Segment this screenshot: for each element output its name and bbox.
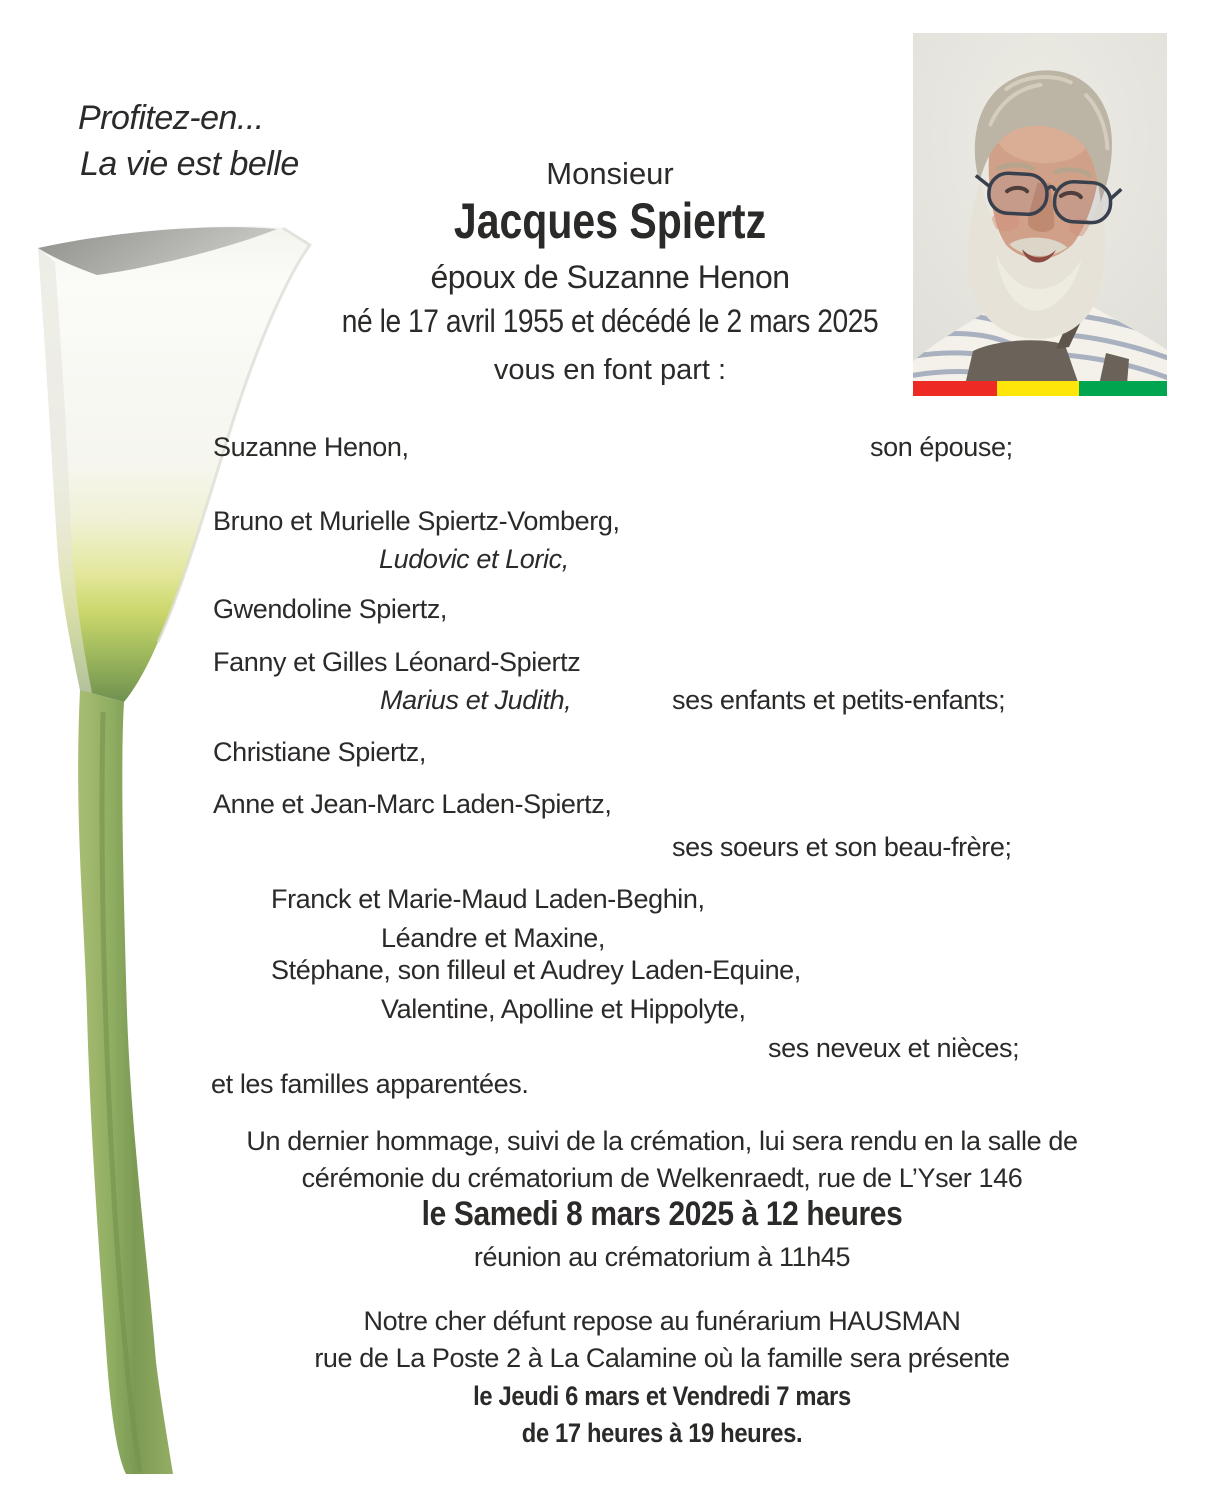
child3-children: Marius et Judith, [380, 685, 572, 715]
repose-days-line: le Jeudi 6 mars et Vendredi 7 mars [473, 1381, 851, 1411]
sister1-name: Christiane Spiertz, [213, 737, 426, 767]
spouse-line: époux de Suzanne Henon [430, 259, 790, 295]
portrait-illustration [913, 33, 1167, 381]
ceremony-date-line: le Samedi 8 mars 2025 à 12 heures [421, 1195, 903, 1233]
nephews-relation-label: ses neveux et nièces; [768, 1033, 1020, 1063]
sister2-name: Anne et Jean-Marc Laden-Spiertz, [213, 789, 612, 819]
repose-line-1: Notre cher défunt repose au funérarium HAUSMAN [363, 1306, 961, 1336]
ceremony-meeting-line: réunion au crématorium à 11h45 [473, 1242, 851, 1272]
child3-name: Fanny et Gilles Léonard-Spiertz [213, 647, 581, 677]
repose-line-2: rue de La Poste 2 à La Calamine où la famille sera présente [314, 1343, 1010, 1373]
portrait-photo [913, 33, 1167, 396]
calla-lily-image [0, 212, 320, 1482]
title-salutation: Monsieur [546, 156, 674, 191]
child2-name: Gwendoline Spiertz, [213, 594, 448, 624]
repose-hours-line: de 17 heures à 19 heures. [521, 1418, 803, 1448]
child1-children: Ludovic et Loric, [379, 544, 569, 574]
motto-line-2: La vie est belle [80, 145, 299, 183]
nephew1-name: Franck et Marie-Maud Laden-Beghin, [271, 884, 705, 914]
nephew2-name: Stéphane, son filleul et Audrey Laden-Equine, [271, 955, 801, 985]
children-relation-label: ses enfants et petits-enfants; [672, 685, 1006, 715]
ceremony-line-1: Un dernier hommage, suivi de la crémation, lui sera rendu en la salle de [246, 1126, 1078, 1156]
motto-line-1: Profitez-en... [78, 99, 264, 137]
nephew2-children: Valentine, Apolline et Hippolyte, [381, 994, 746, 1024]
nephew1-children: Léandre et Maxine, [381, 923, 605, 953]
flag-stripe-yellow [997, 381, 1079, 396]
child1-name: Bruno et Murielle Spiertz-Vomberg, [213, 506, 620, 536]
related-families-line: et les familles apparentées. [211, 1069, 529, 1099]
sisters-relation-label: ses soeurs et son beau-frère; [672, 832, 1012, 862]
announcement-line: vous en font part : [493, 354, 727, 386]
wife-name: Suzanne Henon, [213, 432, 409, 462]
birth-death-line: né le 17 avril 1955 et décédé le 2 mars 2025 [341, 303, 879, 339]
flag-stripe-green [1079, 381, 1167, 396]
ceremony-line-2: cérémonie du crématorium de Welkenraedt, rue de L’Yser 146 [301, 1163, 1023, 1193]
deceased-name: Jacques Spiertz [453, 193, 767, 249]
wife-relation-label: son épouse; [870, 432, 1013, 462]
